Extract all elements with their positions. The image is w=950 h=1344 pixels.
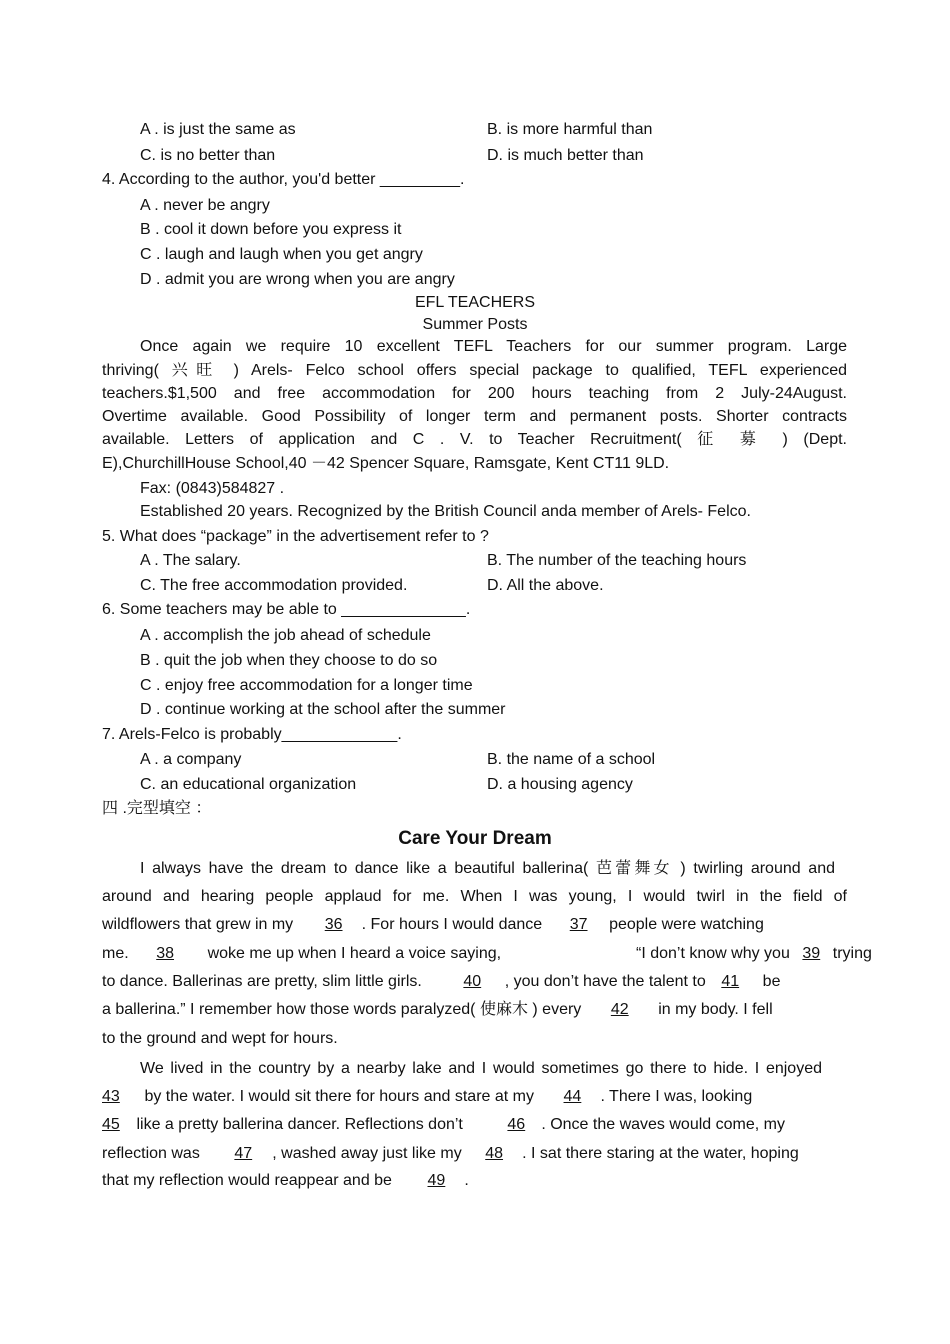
ad-subtitle: Summer Posts — [422, 316, 528, 333]
cloze-text: to dance. Ballerinas are pretty, slim little girls. — [102, 973, 422, 990]
cloze-line-6 — [102, 1000, 773, 1020]
q4-option-d: D . admit you are wrong when you are angry — [140, 271, 455, 288]
cloze-text: woke me up when I heard a voice saying, — [207, 945, 502, 962]
ad-line-6: E),ChurchillHouse School,40 －42 Spencer Square, Ramsgate, Kent CT11 9LD. — [102, 455, 670, 472]
cloze-text: reflection was — [102, 1145, 200, 1162]
cloze-line-4 — [102, 944, 501, 964]
cloze-line-3 — [102, 915, 764, 935]
cloze-line-2: around and hearing people applaud for me. When I was young, I would twirl in the field of — [102, 888, 847, 905]
q3-option-c: C. is no better than — [140, 147, 276, 164]
cloze-text: . Once the waves would come, my — [541, 1116, 785, 1133]
q5-option-b: B. The number of the teaching hours — [487, 552, 747, 569]
blank-37[interactable]: 37 — [569, 916, 588, 933]
ad-established: Established 20 years. Recognized by the British Council anda member of Arels- Felco. — [140, 503, 751, 520]
cloze-text: people were watching — [609, 916, 764, 933]
blank-40[interactable]: 40 — [463, 973, 482, 990]
q7-option-d: D. a housing agency — [487, 776, 633, 793]
cloze-line-12 — [102, 1171, 469, 1191]
cloze-line-7: to the ground and wept for hours. — [102, 1030, 338, 1047]
ad-title: EFL TEACHERS — [414, 294, 536, 311]
cloze-text: . For hours I would dance — [361, 916, 543, 933]
q3-option-b: B. is more harmful than — [487, 121, 653, 138]
blank-44[interactable]: 44 — [563, 1088, 582, 1105]
cloze-text: a ballerina.” I remember how those words paralyzed( 使麻木 ) every — [102, 1001, 582, 1018]
blank-42[interactable]: 42 — [610, 1001, 629, 1018]
q7-option-a: A . a company — [140, 751, 242, 768]
cloze-text: , washed away just like my — [272, 1145, 462, 1162]
blank-49[interactable]: 49 — [427, 1172, 446, 1189]
blank-47[interactable]: 47 — [234, 1145, 253, 1162]
cloze-text: wildflowers that grew in my — [102, 916, 294, 933]
cloze-line-11 — [102, 1144, 799, 1164]
q5-stem: 5. What does “package” in the advertisement refer to ? — [102, 528, 489, 545]
q4-option-a: A . never be angry — [140, 197, 270, 214]
cloze-text: . — [464, 1172, 469, 1189]
ad-line-1: Once again we require 10 excellent TEFL Teachers for our summer program. Large — [140, 338, 847, 355]
q6-option-a: A . accomplish the job ahead of schedule — [140, 627, 431, 644]
q4-option-c: C . laugh and laugh when you get angry — [140, 246, 423, 263]
q5-option-a: A . The salary. — [140, 552, 241, 569]
blank-45[interactable]: 45 — [102, 1116, 120, 1133]
ad-line-5: available. Letters of application and C . V. to Teacher Recruitment( 征 募 ) (Dept. — [102, 431, 847, 448]
cloze-text: like a pretty ballerina dancer. Reflections don’t — [136, 1116, 463, 1133]
q3-option-a: A . is just the same as — [140, 121, 296, 138]
q3-option-d: D. is much better than — [487, 147, 644, 164]
q5-option-d: D. All the above. — [487, 577, 604, 594]
q4-stem: 4. According to the author, you'd better _________. — [102, 171, 465, 188]
cloze-text: . There I was, looking — [600, 1088, 753, 1105]
blank-38[interactable]: 38 — [156, 945, 175, 962]
q6-stem: 6. Some teachers may be able to ______________. — [102, 601, 471, 618]
q4-option-b: B . cool it down before you express it — [140, 221, 402, 238]
ad-line-3: teachers.$1,500 and free accommodation for 200 hours teaching from 2 July-24August. — [102, 385, 847, 402]
q5-option-c: C. The free accommodation provided. — [140, 577, 408, 594]
blank-41[interactable]: 41 — [721, 973, 740, 990]
ad-line-4: Overtime available. Good Possibility of longer term and permanent posts. Shorter contracts — [102, 408, 847, 425]
ad-fax: Fax: (0843)584827 . — [140, 480, 285, 497]
q7-option-c: C. an educational organization — [140, 776, 357, 793]
cloze-text: that my reflection would reappear and be — [102, 1172, 392, 1189]
q7-option-b: B. the name of a school — [487, 751, 656, 768]
section-header: 四 .完型填空 ： — [102, 800, 212, 817]
blank-46[interactable]: 46 — [507, 1116, 526, 1133]
blank-39[interactable]: 39 — [802, 945, 821, 962]
q6-option-b: B . quit the job when they choose to do so — [140, 652, 438, 669]
blank-48[interactable]: 48 — [485, 1145, 504, 1162]
cloze-line-1: I always have the dream to dance like a beautiful ballerina( 芭蕾舞女 ) twirling around and — [140, 860, 835, 877]
cloze-text: , you don’t have the talent to — [504, 973, 706, 990]
cloze-text: by the water. I would sit there for hours and stare at my — [144, 1088, 534, 1105]
blank-36[interactable]: 36 — [324, 916, 343, 933]
cloze-line-9 — [102, 1087, 752, 1107]
q6-option-c: C . enjoy free accommodation for a longer time — [140, 677, 473, 694]
q7-stem: 7. Arels-Felco is probably_____________. — [102, 726, 402, 743]
blank-43[interactable]: 43 — [102, 1088, 120, 1105]
cloze-text: . I sat there staring at the water, hoping — [522, 1145, 799, 1162]
cloze-line-10 — [102, 1115, 785, 1135]
cloze-line-4-end — [636, 944, 872, 964]
cloze-title: Care Your Dream — [398, 828, 552, 849]
q6-option-d: D . continue working at the school after the summer — [140, 701, 506, 718]
cloze-line-8: We lived in the country by a nearby lake and I would sometimes go there to hide. I enjoyed — [140, 1060, 822, 1077]
cloze-text: be — [762, 973, 781, 990]
cloze-line-5 — [102, 972, 780, 992]
cloze-text: trying — [832, 945, 872, 962]
cloze-text: “I don’t know why you — [636, 945, 790, 962]
cloze-text: me. — [102, 945, 129, 962]
cloze-text: in my body. I fell — [658, 1001, 773, 1018]
ad-line-2: thriving( 兴旺 ) Arels- Felco school offers special package to qualified, TEFL experienced — [102, 362, 847, 379]
